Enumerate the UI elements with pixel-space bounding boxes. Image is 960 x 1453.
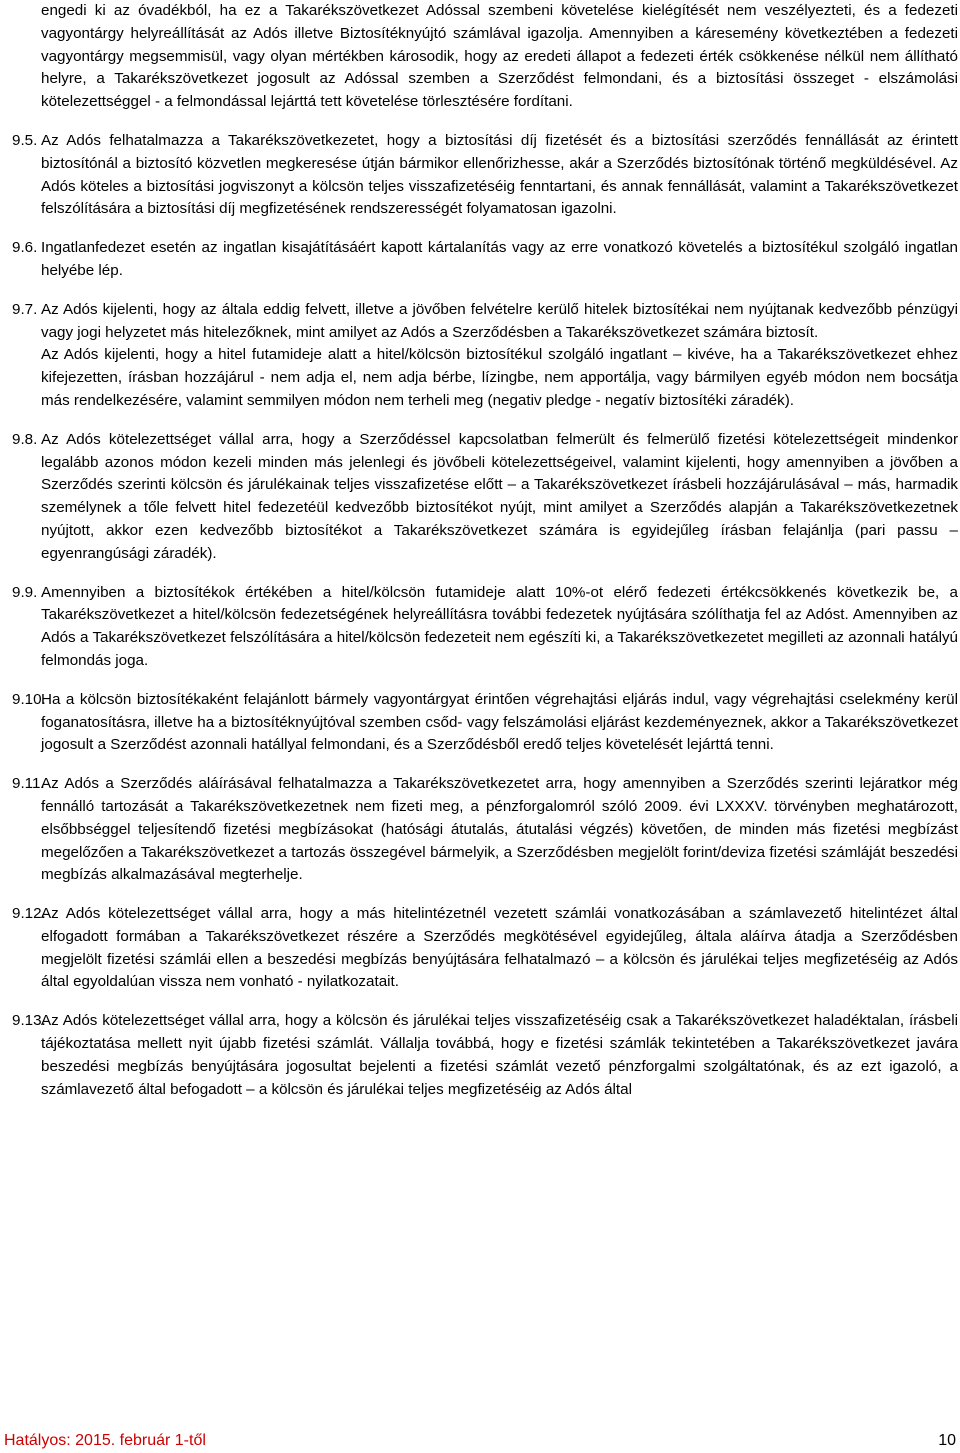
section-9-8 — [12, 429, 958, 566]
section-text: Az Adós a Szerződés aláírásával felhatalmazza a Takarékszövetkezetet arra, hogy amennyiben a Szerződés szerinti lejáratkor még fennálló tartozását a Takarékszövetkezetnek nem fizeti meg, a pénzforgalomról szóló 2009. évi LXXXV. törvényben meghatározott, elsőbbséggel teljesítendő fizetési megbízásokat (hatósági átutalás, átutalási végzés) követően, de minden más fizetési megbízást megelőzően a Takarékszövetkezet a tartozás összegével bármelyik, a Szerződésben megjelölt forint/deviza fizetési számláját beszedési megbízás alkalmazásával megterhelje. — [41, 775, 958, 884]
section-9-7 — [12, 299, 958, 413]
section-text: Amennyiben a biztosítékok értékében a hitel/kölcsön futamideje alatt 10%-ot elérő fedezeti értékcsökkenés következik be, a Takarékszövetkezet a hitel/kölcsön fedezetségének helyreállításra további fedezetek nyújtására szólíthatja fel az Adóst. Amennyiben az Adós a Takarékszövetkezet felszólítására a hitel/kölcsön fedezeteit nem egészíti ki, a Takarékszövetkezetet megilleti az azonnali hatályú felmondás joga. — [41, 583, 958, 669]
section-number: 9.9. — [12, 583, 38, 601]
section-number: 9.10. — [12, 690, 46, 708]
page-number: 10 — [938, 1432, 956, 1449]
section-9-10 — [12, 689, 958, 757]
section-text: Az Adós kötelezettséget vállal arra, hogy a kölcsön és járulékai teljes visszafizetéséig csak a Takarékszövetkezet haladéktalan, írásbeli tájékoztatása mellett nyit újabb fizetési számlát. Vállalja továbbá, hogy e fizetési számlák tekintetében a Takarékszövetkezet javára beszedési megbízás benyújtására jogosultat bejelenti a fizetési számlát vezető pénzforgalmi szolgáltatónak, és az ezt igazoló, a számlavezető által befogadott – a kölcsön és járulékai teljes megfizetéséig az Adós által — [41, 1012, 958, 1098]
section-text: Az Adós kötelezettséget vállal arra, hogy a Szerződéssel kapcsolatban felmerült és felmerülő fizetési kötelezettségeit mindenkor legalább azonos módon kezeli minden más jelenlegi és jövőbeli kötelezettségeivel, valamint kijelenti, hogy amennyiben a jövőben a Szerződés szerinti kölcsön és járulékainak teljes visszafizetése előtt – a Takarékszövetkezet írásbeli hozzájárulásával – más, harmadik személynek a tőle felvett hitel fedezetéül kedvezőbb biztosítékot nyújt, mint amilyet a Szerződés alapján a Takarékszövetkezetnek nyújtott, akkor ezen kedvezőbb biztosítékot a Takarékszövetkezet számára is egyidejűleg írásban felajánlja (pari passu – egyenrangúsági záradék). — [41, 430, 958, 562]
section-text: Az Adós felhatalmazza a Takarékszövetkezetet, hogy a biztosítási díj fizetését és a biztosítási szerződés fennállását az érintett biztosítónál a biztosító közvetlen megkeresése útján bármikor ellenőrizhesse, akár a Szerződés biztosítónak történő megküldésével. Az Adós köteles a biztosítási jogviszonyt a kölcsön teljes visszafizetéséig fenntartani, és annak fennállását, valamint a Takarékszövetkezet felszólítására a biztosítási díj megfizetésének rendszerességét folyamatosan igazolni. — [41, 131, 958, 218]
section-number: 9.13. — [12, 1012, 46, 1030]
section-number: 9.6. — [12, 239, 38, 257]
section-text: Ha a kölcsön biztosítékaként felajánlott bármely vagyontárgyat érintően végrehajtási eljárás indul, vagy végrehajtási cselekmény kerül foganatosításra, illetve ha a biztosítéknyújtóval szemben csőd- vagy felszámolási eljárást kezdeményeznek, akkor a Takarékszövetkezet jogosult a Szerződést azonnali hatállyal felmondani, és a Szerződésből eredő teljes követelését lejárttá tenni. — [41, 690, 958, 754]
effective-date: Hatályos: 2015. február 1-től — [4, 1432, 206, 1449]
section-9-11 — [12, 773, 958, 887]
section-9-9 — [12, 582, 958, 673]
page-footer — [4, 1430, 956, 1452]
section-number: 9.8. — [12, 430, 38, 448]
section-text: Az Adós kötelezettséget vállal arra, hogy a más hitelintézetnél vezetett számlái vonatkozásában a számlavezető hitelintézet által elfogadott formában a Takarékszövetkezet részére a Szerződés megkötésével egyidejűleg, általa aláírva átadja a Szerződésben megjelölt fizetési számlái ellen a beszedési megbízás benyújtására felhatalmazó – a kölcsön és járulékai teljes megfizetéséig az Adós által egyoldalúan vissza nem vonható - nyilatkozatait. — [41, 905, 958, 991]
document-page — [12, 0, 958, 1117]
section-number: 9.5. — [12, 131, 38, 149]
section-number: 9.12. — [12, 905, 46, 923]
section-9-6 — [12, 237, 958, 283]
section-text: Ingatlanfedezet esetén az ingatlan kisajátításáért kapott kártalanítás vagy az erre vonatkozó követelés a biztosítékul szolgáló ingatlan helyébe lép. — [41, 239, 958, 279]
section-number: 9.11. — [12, 775, 45, 793]
section-9-13 — [12, 1010, 958, 1101]
section-text: Az Adós kijelenti, hogy az általa eddig felvett, illetve a jövőben felvételre kerülő hitelek biztosítékai nem nyújtanak kedvezőbb pénzügyi vagy jogi helyzetet más hitelezőknek, mint amilyet az Adós a Szerződésben a Takarékszövetkezet számára biztosít. — [41, 300, 958, 341]
section-9-5 — [12, 130, 958, 221]
section-number: 9.7. — [12, 300, 38, 318]
section-text: Az Adós kijelenti, hogy a hitel futamideje alatt a hitel/kölcsön biztosítékul szolgáló ingatlant – kivéve, ha a Takarékszövetkezet ehhez kifejezetten, írásban hozzájárul - nem adja el, nem adja bérbe, lízingbe, nem apportálja, vagy bármilyen egyéb módon nem bocsátja más rendelkezésére, valamint semmilyen módon nem terheli meg (negativ pledge - negatív biztosítéki záradék). — [41, 346, 958, 409]
intro-paragraph: engedi ki az óvadékból, ha ez a Takarékszövetkezet Adóssal szembeni követelése kielégítését nem veszélyezteti, és a fedezeti vagyontárgy helyreállítását az Adós illetve Biztosítéknyújtó számlával igazolja. Amennyiben a káresemény következtében a fedezeti vagyontárgy megsemmisül, vagy olyan mértékben károsodik, hogy az eredeti állapot a fedezeti érték csökkenése nélkül nem állítható helyre, a Takarékszövetkezet jogosult az Adóssal szemben a Szerződést felmondani, és a biztosítási összeget - elszámolási kötelezettséggel - a felmondással lejárttá tett követelése törlesztésére fordítani. — [41, 2, 958, 111]
section-9-12 — [12, 903, 958, 994]
